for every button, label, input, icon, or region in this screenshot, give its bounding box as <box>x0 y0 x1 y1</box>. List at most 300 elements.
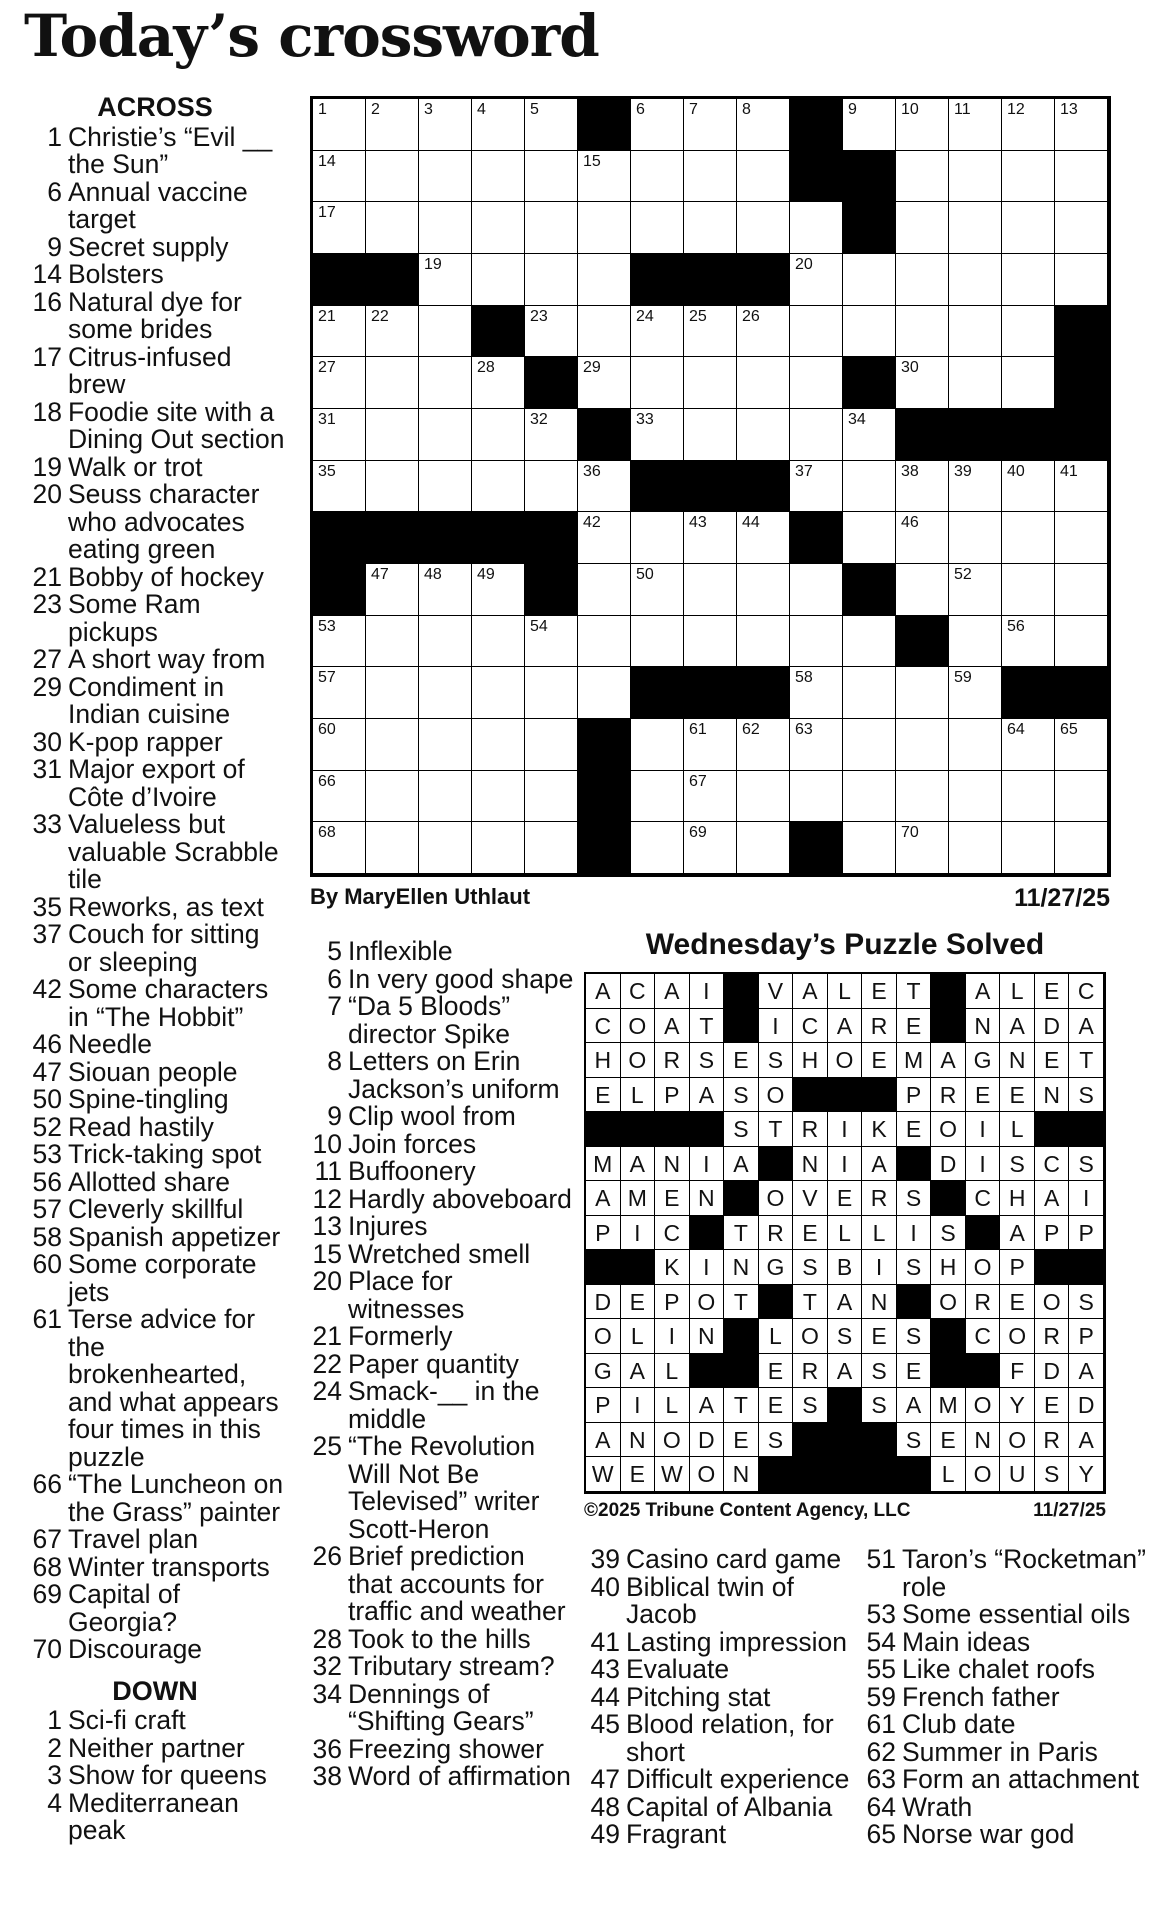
grid-cell[interactable] <box>631 306 684 358</box>
grid-cell[interactable] <box>578 461 631 513</box>
grid-cell[interactable] <box>631 409 684 461</box>
grid-cell[interactable] <box>578 202 631 254</box>
grid-cell[interactable] <box>949 822 1002 874</box>
down-clue-3[interactable] <box>24 1762 286 1790</box>
grid-cell[interactable] <box>737 822 790 874</box>
across-clue-16[interactable] <box>24 286 286 344</box>
grid-cell[interactable] <box>790 719 843 771</box>
clue-number: 35 <box>32 891 62 922</box>
grid-cell[interactable] <box>843 616 896 668</box>
grid-cell[interactable] <box>419 667 472 719</box>
down-clue-13[interactable] <box>304 1213 574 1241</box>
grid-cell[interactable] <box>684 512 737 564</box>
grid-cell[interactable] <box>578 512 631 564</box>
down-clue-65[interactable] <box>858 1821 1153 1849</box>
down-clue-25[interactable] <box>304 1433 574 1543</box>
grid-cell[interactable] <box>1002 151 1055 203</box>
grid-cell[interactable] <box>419 409 472 461</box>
grid-cell[interactable] <box>737 202 790 254</box>
cell-number: 3 <box>424 101 433 118</box>
grid-cell[interactable] <box>631 99 684 151</box>
grid-cell[interactable] <box>472 151 525 203</box>
grid-cell[interactable] <box>1055 771 1108 823</box>
grid-cell[interactable] <box>737 151 790 203</box>
down-clue-7[interactable] <box>304 993 574 1048</box>
grid-cell[interactable] <box>419 771 472 823</box>
grid-cell[interactable] <box>578 667 631 719</box>
grid-cell[interactable] <box>896 306 949 358</box>
grid-cell[interactable] <box>684 719 737 771</box>
grid-cell[interactable] <box>472 461 525 513</box>
down-clue-61[interactable] <box>858 1711 1153 1739</box>
grid-cell[interactable] <box>790 667 843 719</box>
grid-cell[interactable] <box>949 254 1002 306</box>
grid-cell[interactable] <box>949 512 1002 564</box>
down-clue-41[interactable] <box>582 1626 852 1657</box>
cell-number: 9 <box>848 101 857 118</box>
grid-cell[interactable] <box>472 357 525 409</box>
grid-cell[interactable] <box>578 254 631 306</box>
grid-cell[interactable] <box>684 99 737 151</box>
clue-number: 69 <box>32 1579 62 1609</box>
down-clue-47[interactable] <box>582 1766 852 1794</box>
grid-cell[interactable] <box>684 822 737 874</box>
grid-cell[interactable] <box>684 306 737 358</box>
down-clue-28[interactable] <box>304 1623 574 1654</box>
grid-cell[interactable] <box>737 512 790 564</box>
grid-cell[interactable] <box>843 771 896 823</box>
down-clue-26[interactable] <box>304 1543 574 1626</box>
grid-cell[interactable] <box>313 409 366 461</box>
grid-cell[interactable] <box>949 357 1002 409</box>
down-clue-34[interactable] <box>304 1678 574 1736</box>
grid-cell[interactable] <box>1055 564 1108 616</box>
grid-cell[interactable] <box>737 306 790 358</box>
grid-cell[interactable] <box>525 771 578 823</box>
grid-cell[interactable] <box>896 99 949 151</box>
grid-cell[interactable] <box>684 616 737 668</box>
grid-cell[interactable] <box>843 461 896 513</box>
grid-cell[interactable] <box>419 306 472 358</box>
grid-cell[interactable] <box>737 99 790 151</box>
grid-cell[interactable] <box>1002 254 1055 306</box>
grid-cell[interactable] <box>1002 771 1055 823</box>
grid-cell[interactable] <box>631 357 684 409</box>
grid-cell[interactable] <box>1055 719 1108 771</box>
grid-cell[interactable] <box>472 719 525 771</box>
across-clue-70[interactable] <box>24 1636 286 1664</box>
grid-cell[interactable] <box>313 771 366 823</box>
across-clue-58[interactable] <box>24 1221 286 1252</box>
grid-cell[interactable] <box>790 357 843 409</box>
grid-cell[interactable] <box>896 202 949 254</box>
grid-cell[interactable] <box>737 616 790 668</box>
grid-cell[interactable] <box>313 151 366 203</box>
down-clue-45[interactable] <box>582 1711 852 1766</box>
grid-cell[interactable] <box>472 254 525 306</box>
cell-number: 17 <box>318 204 336 222</box>
clue-number: 41 <box>590 1626 620 1657</box>
clue-number: 37 <box>32 919 62 949</box>
grid-cell[interactable] <box>896 512 949 564</box>
grid-cell[interactable] <box>790 564 843 616</box>
grid-cell[interactable] <box>419 719 472 771</box>
grid-cell[interactable] <box>737 409 790 461</box>
across-clue-1[interactable] <box>24 121 286 179</box>
across-clue-27[interactable] <box>24 646 286 674</box>
across-clue-66[interactable] <box>24 1471 286 1526</box>
grid-cell[interactable] <box>313 461 366 513</box>
grid-cell[interactable] <box>472 409 525 461</box>
down-clue-22[interactable] <box>304 1348 574 1379</box>
down-clue-53[interactable] <box>858 1601 1153 1629</box>
grid-cell[interactable] <box>684 409 737 461</box>
grid-cell[interactable] <box>896 254 949 306</box>
across-clue-60[interactable] <box>24 1251 286 1306</box>
grid-cell[interactable] <box>843 409 896 461</box>
across-clue-56[interactable] <box>24 1166 286 1197</box>
across-clue-47[interactable] <box>24 1056 286 1087</box>
grid-cell[interactable] <box>631 564 684 616</box>
grid-cell[interactable] <box>843 719 896 771</box>
grid-cell[interactable] <box>1002 202 1055 254</box>
grid-cell[interactable] <box>419 254 472 306</box>
down-clue-24[interactable] <box>304 1378 574 1433</box>
grid-cell[interactable] <box>949 151 1002 203</box>
grid-cell[interactable] <box>1055 512 1108 564</box>
down-clue-1[interactable] <box>24 1707 286 1735</box>
grid-cell[interactable] <box>631 202 684 254</box>
down-clue-5[interactable] <box>304 938 574 966</box>
grid-cell[interactable] <box>631 771 684 823</box>
grid-cell[interactable] <box>472 616 525 668</box>
grid-cell[interactable] <box>366 771 419 823</box>
down-clue-49[interactable] <box>582 1821 852 1849</box>
clue-text: Read hastily <box>68 1111 214 1142</box>
across-clue-17[interactable] <box>24 341 286 399</box>
grid-cell[interactable] <box>684 151 737 203</box>
down-clue-62[interactable] <box>858 1736 1153 1767</box>
grid-cell[interactable] <box>366 719 419 771</box>
across-clue-20[interactable] <box>24 481 286 564</box>
grid-cell[interactable] <box>578 306 631 358</box>
grid-cell[interactable] <box>843 254 896 306</box>
grid-cell[interactable] <box>843 512 896 564</box>
grid-cell[interactable] <box>1055 822 1108 874</box>
grid-cell[interactable] <box>525 99 578 151</box>
grid-cell[interactable] <box>366 409 419 461</box>
grid-cell[interactable] <box>313 667 366 719</box>
across-clue-37[interactable] <box>24 921 286 976</box>
down-clue-32[interactable] <box>304 1653 574 1681</box>
grid-cell[interactable] <box>843 306 896 358</box>
across-clue-57[interactable] <box>24 1196 286 1224</box>
clue-number: 54 <box>866 1626 896 1657</box>
grid-cell[interactable] <box>896 667 949 719</box>
grid-cell[interactable] <box>631 822 684 874</box>
across-clue-14[interactable] <box>24 261 286 289</box>
across-clue-9[interactable] <box>24 231 286 262</box>
grid-cell[interactable] <box>1002 719 1055 771</box>
solution-letter: C <box>1035 1147 1070 1182</box>
solution-block <box>690 1112 725 1147</box>
down-clue-10[interactable] <box>304 1128 574 1159</box>
down-clue-59[interactable] <box>858 1681 1153 1712</box>
cell-number: 53 <box>318 617 336 635</box>
grid-cell[interactable] <box>313 357 366 409</box>
solution-letter: E <box>1035 1043 1070 1078</box>
grid-cell[interactable] <box>419 99 472 151</box>
grid-cell[interactable] <box>419 564 472 616</box>
grid-cell[interactable] <box>684 771 737 823</box>
grid-cell[interactable] <box>631 512 684 564</box>
grid-cell[interactable] <box>684 564 737 616</box>
grid-cell[interactable] <box>684 357 737 409</box>
across-clue-18[interactable] <box>24 396 286 454</box>
grid-cell[interactable] <box>419 202 472 254</box>
grid-cell[interactable] <box>1002 461 1055 513</box>
grid-cell[interactable] <box>949 99 1002 151</box>
grid-cell[interactable] <box>313 99 366 151</box>
grid-cell[interactable] <box>949 667 1002 719</box>
solution-letter: G <box>759 1250 794 1285</box>
grid-cell[interactable] <box>578 357 631 409</box>
solution-letter: C <box>655 1216 690 1251</box>
solution-letter: E <box>759 1354 794 1389</box>
grid-cell[interactable] <box>472 564 525 616</box>
grid-cell[interactable] <box>790 616 843 668</box>
grid-cell[interactable] <box>1002 822 1055 874</box>
down-clue-2[interactable] <box>24 1732 286 1763</box>
across-clue-30[interactable] <box>24 726 286 757</box>
grid-cell[interactable] <box>790 409 843 461</box>
grid-cell[interactable] <box>472 822 525 874</box>
grid-cell[interactable] <box>525 202 578 254</box>
grid-cell[interactable] <box>525 461 578 513</box>
grid-cell[interactable] <box>366 357 419 409</box>
grid-cell[interactable] <box>525 719 578 771</box>
down-clue-9[interactable] <box>304 1103 574 1131</box>
grid-cell[interactable] <box>313 202 366 254</box>
grid-cell[interactable] <box>313 616 366 668</box>
grid-cell[interactable] <box>790 461 843 513</box>
grid-cell[interactable] <box>896 771 949 823</box>
cell-number: 13 <box>1060 101 1078 118</box>
clue-number: 38 <box>312 1761 342 1791</box>
across-clue-69[interactable] <box>24 1581 286 1636</box>
crossword-grid[interactable] <box>310 96 1111 877</box>
solution-letter: E <box>828 1181 863 1216</box>
grid-cell[interactable] <box>1002 357 1055 409</box>
clue-text: Condiment in Indian cuisine <box>68 671 231 729</box>
across-clue-19[interactable] <box>24 451 286 482</box>
grid-cell[interactable] <box>949 564 1002 616</box>
grid-cell[interactable] <box>419 616 472 668</box>
solution-letter: S <box>724 1078 759 1113</box>
grid-cell[interactable] <box>366 564 419 616</box>
grid-cell[interactable] <box>949 306 1002 358</box>
solution-letter: A <box>897 1388 932 1423</box>
down-clue-38[interactable] <box>304 1763 574 1791</box>
grid-cell[interactable] <box>843 99 896 151</box>
across-clue-6[interactable] <box>24 176 286 234</box>
grid-cell[interactable] <box>313 306 366 358</box>
grid-cell[interactable] <box>843 667 896 719</box>
grid-cell[interactable] <box>1002 512 1055 564</box>
grid-cell[interactable] <box>896 151 949 203</box>
grid-cell[interactable] <box>790 254 843 306</box>
across-clue-23[interactable] <box>24 591 286 646</box>
solution-letter: E <box>1000 1285 1035 1320</box>
grid-cell[interactable] <box>366 461 419 513</box>
cell-number: 1 <box>318 101 327 118</box>
across-clue-67[interactable] <box>24 1526 286 1554</box>
grid-cell[interactable] <box>1055 202 1108 254</box>
grid-cell[interactable] <box>1055 99 1108 151</box>
across-clue-61[interactable] <box>24 1306 286 1471</box>
grid-cell[interactable] <box>366 667 419 719</box>
across-clue-53[interactable] <box>24 1141 286 1169</box>
grid-cell[interactable] <box>790 306 843 358</box>
grid-cell[interactable] <box>525 616 578 668</box>
down-clue-11[interactable] <box>304 1158 574 1186</box>
grid-cell[interactable] <box>631 616 684 668</box>
grid-cell[interactable] <box>684 202 737 254</box>
grid-cell[interactable] <box>896 357 949 409</box>
grid-cell[interactable] <box>525 306 578 358</box>
grid-cell[interactable] <box>1055 151 1108 203</box>
grid-cell[interactable] <box>525 409 578 461</box>
grid-cell[interactable] <box>1055 461 1108 513</box>
grid-cell[interactable] <box>419 461 472 513</box>
across-clue-33[interactable] <box>24 811 286 894</box>
grid-cell[interactable] <box>949 616 1002 668</box>
grid-cell[interactable] <box>631 719 684 771</box>
grid-cell[interactable] <box>366 99 419 151</box>
cell-number: 4 <box>477 101 486 118</box>
down-clue-8[interactable] <box>304 1048 574 1103</box>
grid-cell[interactable] <box>896 461 949 513</box>
grid-cell[interactable] <box>525 151 578 203</box>
grid-cell[interactable] <box>366 202 419 254</box>
grid-cell[interactable] <box>578 151 631 203</box>
down-clue-12[interactable] <box>304 1183 574 1214</box>
down-clue-54[interactable] <box>858 1626 1153 1657</box>
grid-cell[interactable] <box>525 667 578 719</box>
grid-cell[interactable] <box>1002 616 1055 668</box>
across-clue-50[interactable] <box>24 1086 286 1114</box>
grid-cell[interactable] <box>949 771 1002 823</box>
grid-cell[interactable] <box>896 719 949 771</box>
clue-number: 4 <box>47 1787 62 1818</box>
grid-cell[interactable] <box>366 306 419 358</box>
grid-cell[interactable] <box>1002 99 1055 151</box>
down-clue-43[interactable] <box>582 1656 852 1684</box>
grid-cell[interactable] <box>737 564 790 616</box>
across-clue-68[interactable] <box>24 1551 286 1582</box>
clue-number: 33 <box>32 809 62 839</box>
grid-cell[interactable] <box>896 822 949 874</box>
grid-cell[interactable] <box>1002 564 1055 616</box>
solution-letter: U <box>1000 1457 1035 1492</box>
grid-cell[interactable] <box>525 822 578 874</box>
across-clue-29[interactable] <box>24 671 286 729</box>
cell-number: 31 <box>318 411 336 428</box>
grid-cell[interactable] <box>737 357 790 409</box>
grid-cell[interactable] <box>790 771 843 823</box>
grid-cell[interactable] <box>472 99 525 151</box>
down-clue-6[interactable] <box>304 963 574 994</box>
grid-cell[interactable] <box>737 771 790 823</box>
page-title: Today’s crossword <box>24 2 599 70</box>
across-clue-31[interactable] <box>24 756 286 811</box>
down-clue-20[interactable] <box>304 1268 574 1323</box>
down-clue-63[interactable] <box>858 1766 1153 1794</box>
grid-cell[interactable] <box>419 822 472 874</box>
grid-cell[interactable] <box>313 822 366 874</box>
across-clue-21[interactable] <box>24 561 286 592</box>
across-clue-46[interactable] <box>24 1031 286 1059</box>
solution-letter: O <box>655 1423 690 1458</box>
grid-cell[interactable] <box>578 616 631 668</box>
grid-cell[interactable] <box>366 822 419 874</box>
grid-cell[interactable] <box>525 254 578 306</box>
grid-cell[interactable] <box>790 202 843 254</box>
down-clue-51[interactable] <box>858 1546 1153 1601</box>
grid-cell[interactable] <box>419 151 472 203</box>
grid-cell[interactable] <box>843 822 896 874</box>
solution-letter: O <box>966 1388 1001 1423</box>
grid-cell[interactable] <box>631 151 684 203</box>
grid-cell[interactable] <box>1055 616 1108 668</box>
clue-number: 42 <box>32 974 62 1004</box>
grid-cell[interactable] <box>472 202 525 254</box>
grid-cell[interactable] <box>896 564 949 616</box>
grid-cell[interactable] <box>419 357 472 409</box>
solution-letter: L <box>1000 1112 1035 1147</box>
grid-cell[interactable] <box>313 719 366 771</box>
down-clue-48[interactable] <box>582 1791 852 1822</box>
grid-cell[interactable] <box>737 719 790 771</box>
down-clue-64[interactable] <box>858 1791 1153 1822</box>
down-clue-21[interactable] <box>304 1323 574 1351</box>
grid-cell[interactable] <box>949 719 1002 771</box>
grid-cell[interactable] <box>472 771 525 823</box>
grid-cell[interactable] <box>366 151 419 203</box>
clue-column-2 <box>304 938 574 1791</box>
down-clue-39[interactable] <box>582 1546 852 1574</box>
clue-number: 64 <box>866 1791 896 1822</box>
grid-cell[interactable] <box>949 461 1002 513</box>
solution-block <box>828 1457 863 1492</box>
grid-block <box>419 512 472 564</box>
down-clue-55[interactable] <box>858 1656 1153 1684</box>
down-clue-40[interactable] <box>582 1571 852 1629</box>
down-clue-4[interactable] <box>24 1787 286 1845</box>
down-clue-36[interactable] <box>304 1733 574 1764</box>
grid-cell[interactable] <box>578 564 631 616</box>
across-clue-52[interactable] <box>24 1111 286 1142</box>
across-clue-42[interactable] <box>24 976 286 1031</box>
grid-cell[interactable] <box>1002 306 1055 358</box>
grid-cell[interactable] <box>1055 254 1108 306</box>
down-clue-15[interactable] <box>304 1238 574 1269</box>
across-clue-35[interactable] <box>24 891 286 922</box>
grid-cell[interactable] <box>366 616 419 668</box>
grid-cell[interactable] <box>472 667 525 719</box>
grid-cell[interactable] <box>949 202 1002 254</box>
down-clue-44[interactable] <box>582 1681 852 1712</box>
